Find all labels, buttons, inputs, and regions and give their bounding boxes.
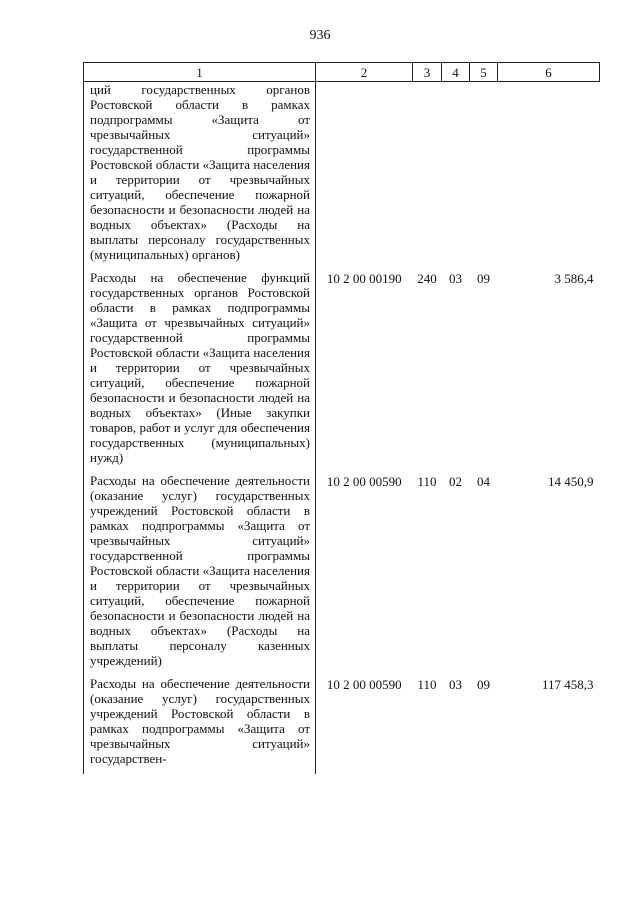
section-code: 03: [449, 677, 462, 692]
target-article-code: [316, 82, 413, 271]
expense-type-code: 110: [417, 474, 437, 489]
amount: 117 458,3: [541, 677, 594, 692]
section-code: 02: [449, 474, 462, 489]
table-row: [84, 473, 600, 676]
expense-type-code: [413, 82, 442, 271]
section-code: 03: [449, 271, 462, 286]
subsection-code: 09: [477, 677, 490, 692]
section-code: [442, 82, 470, 271]
page-number: 936: [309, 28, 331, 43]
column-header-3: 3: [413, 63, 442, 82]
subsection-code: [470, 82, 498, 271]
column-header-1: 1: [84, 63, 316, 82]
column-header-2: 2: [316, 63, 413, 82]
column-header-4: 4: [442, 63, 470, 82]
amount: 14 450,9: [548, 474, 594, 489]
amount: 3 586,4: [554, 271, 594, 286]
amount: [498, 82, 600, 271]
expense-type-code: 240: [417, 271, 437, 286]
budget-table: [83, 62, 600, 774]
expense-description: Расходы на обеспечение функций государственных органов Ростовской области в рамках подпрограммы «Защита от чрезвычайных ситуаций» государственной программы Ростовской области «Защита населения и территории от чрезвычайных ситуаций, обеспечение пожарной безопасности и безопасности людей на водных объектах» (Иные закупки товаров, работ и услуг для обеспечения государственных (муниципальных) нужд): [84, 270, 316, 473]
expense-description: Расходы на обеспечение деятельности (оказание услуг) государственных учреждений Ростовской области в рамках подпрограммы «Защита от чрезвычайных ситуаций» государственной программы Ростовской области «Защита населения и территории от чрезвычайных ситуаций, обеспечение пожарной безопасности и безопасности людей на водных объектах» (Расходы на выплаты персоналу казенных учреждений): [84, 473, 316, 676]
column-header-5: 5: [470, 63, 498, 82]
table-header-row: [84, 63, 600, 82]
table-row: [84, 676, 600, 774]
table-row: [84, 270, 600, 473]
expense-type-code: 110: [417, 677, 437, 692]
target-article-code: 10 2 00 00590: [326, 474, 402, 489]
subsection-code: 04: [477, 474, 490, 489]
table-row: [84, 82, 600, 271]
subsection-code: 09: [477, 271, 490, 286]
target-article-code: 10 2 00 00190: [326, 271, 402, 286]
expense-description: ций государственных органов Ростовской области в рамках подпрограммы «Защита от чрезвычайных ситуаций» государственной программы Ростовской области «Защита населения и территории от чрезвычайных ситуаций, обеспечение пожарной безопасности и безопасности людей на водных объектах» (Расходы на выплаты персоналу государственных (муниципальных) органов): [84, 82, 316, 271]
target-article-code: 10 2 00 00590: [326, 677, 402, 692]
column-header-6: 6: [498, 63, 600, 82]
expense-description: Расходы на обеспечение деятельности (оказание услуг) государственных учреждений Ростовской области в рамках подпрограммы «Защита от чрезвычайных ситуаций» государствен-: [84, 676, 316, 774]
